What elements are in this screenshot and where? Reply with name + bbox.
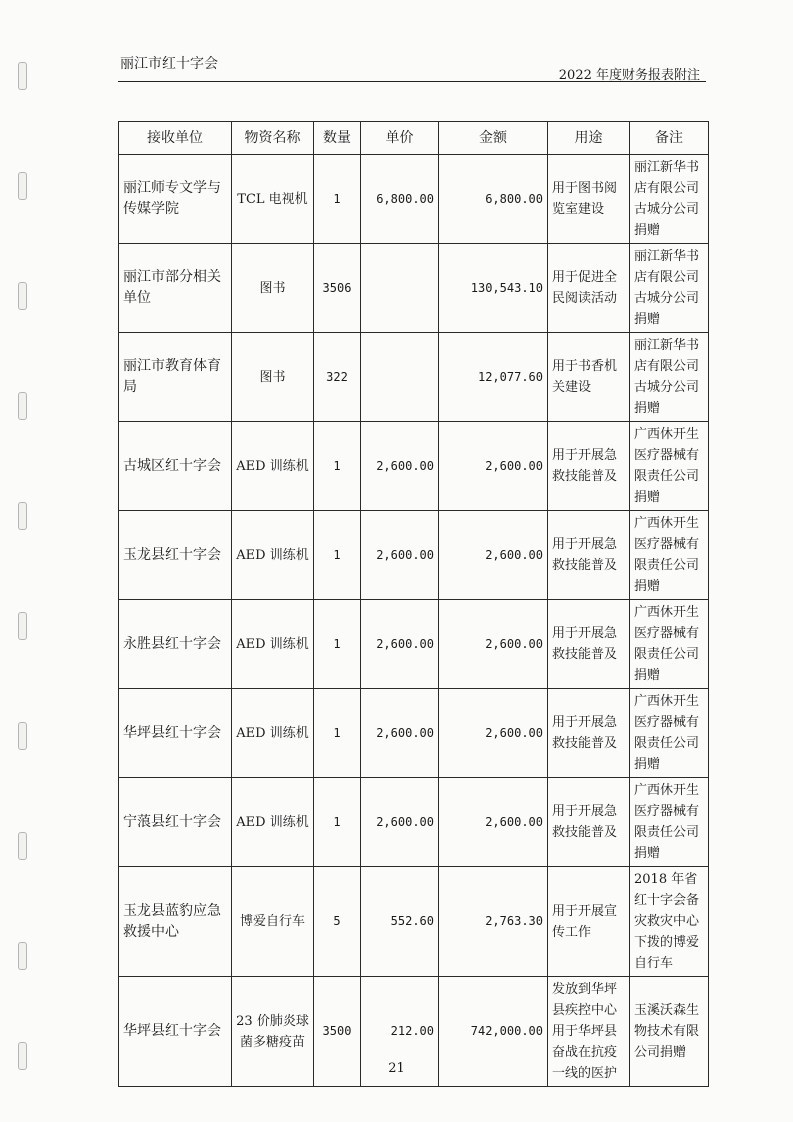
- recipient-cell: 宁蒗县红十字会: [119, 778, 232, 867]
- amount-cell: 6,800.00: [439, 155, 548, 244]
- purpose-cell: 用于开展急救技能普及: [548, 422, 630, 511]
- column-header-recipient: 接收单位: [119, 122, 232, 155]
- header-org-name: 丽江市红十字会: [120, 56, 218, 72]
- page-number: 21: [388, 1061, 405, 1076]
- item-cell: AED 训练机: [232, 511, 314, 600]
- quantity-cell: 1: [314, 689, 361, 778]
- table-row: [119, 600, 709, 689]
- remarks-cell: 广西休开生医疗器械有限责任公司捐赠: [630, 689, 709, 778]
- quantity-cell: 322: [314, 333, 361, 422]
- remarks-cell: 丽江新华书店有限公司古城分公司捐赠: [630, 244, 709, 333]
- column-header-amount: 金额: [439, 122, 548, 155]
- unit-price-cell: [361, 244, 439, 333]
- remarks-cell: 2018 年省红十字会备灾救灾中心下拨的博爱自行车: [630, 867, 709, 977]
- amount-cell: 2,600.00: [439, 422, 548, 511]
- quantity-cell: 1: [314, 511, 361, 600]
- remarks-cell: 广西休开生医疗器械有限责任公司捐赠: [630, 422, 709, 511]
- table-row: [119, 689, 709, 778]
- remarks-cell: 丽江新华书店有限公司古城分公司捐赠: [630, 155, 709, 244]
- item-cell: 图书: [232, 333, 314, 422]
- remarks-cell: 丽江新华书店有限公司古城分公司捐赠: [630, 333, 709, 422]
- unit-price-cell: 6,800.00: [361, 155, 439, 244]
- amount-cell: 742,000.00: [439, 977, 548, 1087]
- item-cell: AED 训练机: [232, 422, 314, 511]
- quantity-cell: 1: [314, 422, 361, 511]
- amount-cell: 12,077.60: [439, 333, 548, 422]
- unit-price-cell: 212.00: [361, 977, 439, 1087]
- quantity-cell: 3500: [314, 977, 361, 1087]
- item-cell: 图书: [232, 244, 314, 333]
- item-cell: AED 训练机: [232, 600, 314, 689]
- column-header-unit-price: 单价: [361, 122, 439, 155]
- column-header-item: 物资名称: [232, 122, 314, 155]
- binder-hole-mark: [18, 62, 27, 90]
- purpose-cell: 发放到华坪县疾控中心用于华坪县奋战在抗疫一线的医护: [548, 977, 630, 1087]
- amount-cell: 2,600.00: [439, 689, 548, 778]
- purpose-cell: 用于开展宣传工作: [548, 867, 630, 977]
- recipient-cell: 玉龙县蓝豹应急救援中心: [119, 867, 232, 977]
- item-cell: AED 训练机: [232, 689, 314, 778]
- purpose-cell: 用于开展急救技能普及: [548, 600, 630, 689]
- recipient-cell: 华坪县红十字会: [119, 689, 232, 778]
- unit-price-cell: 2,600.00: [361, 600, 439, 689]
- recipient-cell: 丽江市部分相关单位: [119, 244, 232, 333]
- table-row: [119, 422, 709, 511]
- purpose-cell: 用于开展急救技能普及: [548, 689, 630, 778]
- binder-hole-mark: [18, 612, 27, 640]
- binder-hole-mark: [18, 172, 27, 200]
- quantity-cell: 5: [314, 867, 361, 977]
- table-row: [119, 333, 709, 422]
- purpose-cell: 用于开展急救技能普及: [548, 511, 630, 600]
- header-report-title: 2022 年度财务报表附注: [558, 68, 700, 83]
- unit-price-cell: 2,600.00: [361, 511, 439, 600]
- quantity-cell: 1: [314, 778, 361, 867]
- column-header-purpose: 用途: [548, 122, 630, 155]
- amount-cell: 2,600.00: [439, 600, 548, 689]
- recipient-cell: 丽江师专文学与传媒学院: [119, 155, 232, 244]
- amount-cell: 2,763.30: [439, 867, 548, 977]
- binder-hole-mark: [18, 282, 27, 310]
- unit-price-cell: [361, 333, 439, 422]
- recipient-cell: 玉龙县红十字会: [119, 511, 232, 600]
- amount-cell: 2,600.00: [439, 778, 548, 867]
- binder-hole-mark: [18, 942, 27, 970]
- table-row: [119, 155, 709, 244]
- unit-price-cell: 2,600.00: [361, 422, 439, 511]
- purpose-cell: 用于图书阅览室建设: [548, 155, 630, 244]
- binder-hole-mark: [18, 832, 27, 860]
- column-header-remarks: 备注: [630, 122, 709, 155]
- donation-ledger-table: [118, 121, 709, 1087]
- table-row: [119, 867, 709, 977]
- binder-hole-mark: [18, 502, 27, 530]
- purpose-cell: 用于开展急救技能普及: [548, 778, 630, 867]
- remarks-cell: 广西休开生医疗器械有限责任公司捐赠: [630, 778, 709, 867]
- item-cell: 博爱自行车: [232, 867, 314, 977]
- recipient-cell: 华坪县红十字会: [119, 977, 232, 1087]
- purpose-cell: 用于书香机关建设: [548, 333, 630, 422]
- unit-price-cell: 2,600.00: [361, 778, 439, 867]
- quantity-cell: 3506: [314, 244, 361, 333]
- recipient-cell: 丽江市教育体育局: [119, 333, 232, 422]
- remarks-cell: 玉溪沃森生物技术有限公司捐赠: [630, 977, 709, 1087]
- table-row: [119, 511, 709, 600]
- item-cell: AED 训练机: [232, 778, 314, 867]
- remarks-cell: 广西休开生医疗器械有限责任公司捐赠: [630, 511, 709, 600]
- amount-cell: 2,600.00: [439, 511, 548, 600]
- recipient-cell: 古城区红十字会: [119, 422, 232, 511]
- unit-price-cell: 552.60: [361, 867, 439, 977]
- amount-cell: 130,543.10: [439, 244, 548, 333]
- binder-hole-mark: [18, 722, 27, 750]
- column-header-quantity: 数量: [314, 122, 361, 155]
- item-cell: 23 价肺炎球菌多糖疫苗: [232, 977, 314, 1087]
- quantity-cell: 1: [314, 600, 361, 689]
- binder-hole-mark: [18, 392, 27, 420]
- header-rule: [118, 81, 706, 82]
- table-header-row: [119, 122, 709, 155]
- item-cell: TCL 电视机: [232, 155, 314, 244]
- unit-price-cell: 2,600.00: [361, 689, 439, 778]
- quantity-cell: 1: [314, 155, 361, 244]
- table-row: [119, 778, 709, 867]
- table-row: [119, 244, 709, 333]
- remarks-cell: 广西休开生医疗器械有限责任公司捐赠: [630, 600, 709, 689]
- purpose-cell: 用于促进全民阅读活动: [548, 244, 630, 333]
- recipient-cell: 永胜县红十字会: [119, 600, 232, 689]
